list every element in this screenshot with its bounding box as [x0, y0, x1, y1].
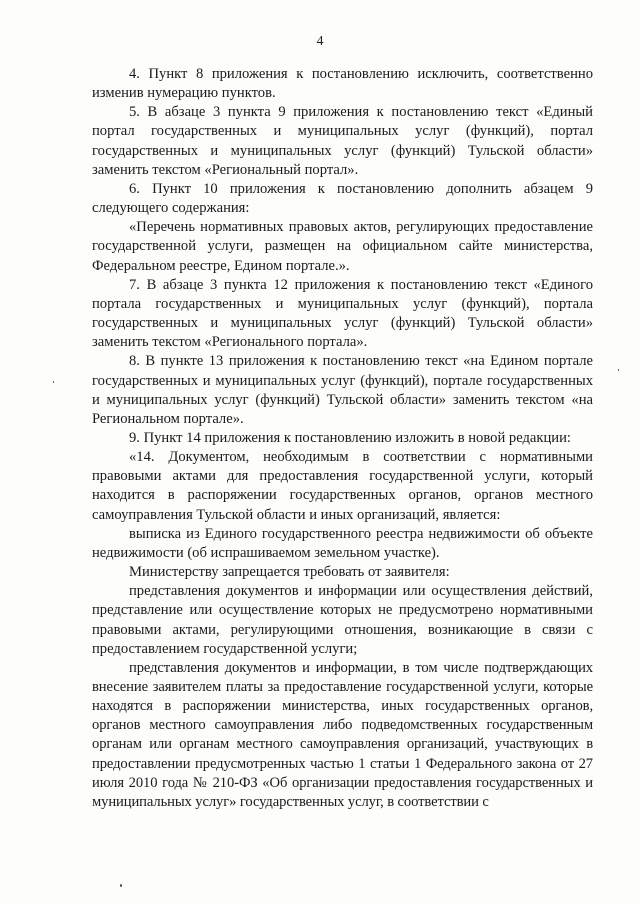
paragraph-prohibition-2: представления документов и информации, в том числе подтверждающих внесение заявителем платы за предоставление государственной услуги, которые находятся в распоряжении министерства, иных государственных органов, органов местного самоуправления либо подведомственных государственным органам или органам местного самоуправления организаций, участвующих в предоставлении предусмотренных частью 1 статьи 1 Федерального закона от 27 июля 2010 года № 210-ФЗ «Об организации предоставления государственных и муниципальных услуг» государственных услуг, в соответствии с: [92, 659, 593, 810]
paragraph-item-4: 4. Пункт 8 приложения к постановлению исключить, соответственно изменив нумерацию пунктов.: [92, 66, 593, 102]
paragraph-prohibitions-intro: Министерству запрещается требовать от заявителя:: [129, 564, 450, 581]
paragraph-item-5: 5. В абзаце 3 пункта 9 приложения к постановлению текст «Единый портал государственных и муниципальных услуг (функций), портал государственных и муниципальных услуг (функций) Тульской области» заменить текстом «Региональный портал».: [92, 104, 593, 178]
page-number: 4: [316, 34, 324, 49]
paragraph-prohibition-1: представления документов и информации или осуществления действий, представление или осуществление которых не предусмотрено нормативными правовыми актами, регулирующими отношения, возникающие в связи с предоставлением государственной услуги;: [92, 583, 593, 657]
paragraph-item-9: 9. Пункт 14 приложения к постановлению изложить в новой редакции:: [129, 429, 571, 446]
paragraph-egrn-extract: выписка из Единого государственного реестра недвижимости об объекте недвижимости (об испрашиваемом земельном участке).: [92, 525, 593, 561]
paragraph-item-8: 8. В пункте 13 приложения к постановлению текст «на Едином портале государственных и муниципальных услуг (функций), портале государственных и муниципальных услуг (функций) Тульской области» заменить текстом «на Региональном портале».: [92, 353, 593, 427]
scan-speck: [618, 369, 619, 371]
scan-speck: [53, 381, 54, 383]
paragraph-new-point-14: «14. Документом, необходимым в соответствии с нормативными правовыми актами для предоставления государственной услуги, который находится в распоряжении государственных органов, органов местного самоуправления Тульской области и иных организаций, является:: [92, 449, 593, 523]
paragraph-item-7: 7. В абзаце 3 пункта 12 приложения к постановлению текст «Единого портала государственных и муниципальных услуг (функций), портала государственных и муниципальных услуг (функций) Тульской области» заменить текстом «Регионального портала».: [92, 276, 593, 351]
document-body: [92, 65, 593, 812]
paragraph-quoted-list-text: «Перечень нормативных правовых актов, регулирующих предоставление государственной услуги, размещен на официальном сайте министерства, Федеральном реестре, Едином портале.».: [92, 219, 593, 274]
scan-speck: [120, 884, 122, 887]
paragraph-item-6: 6. Пункт 10 приложения к постановлению дополнить абзацем 9 следующего содержания:: [92, 180, 593, 217]
